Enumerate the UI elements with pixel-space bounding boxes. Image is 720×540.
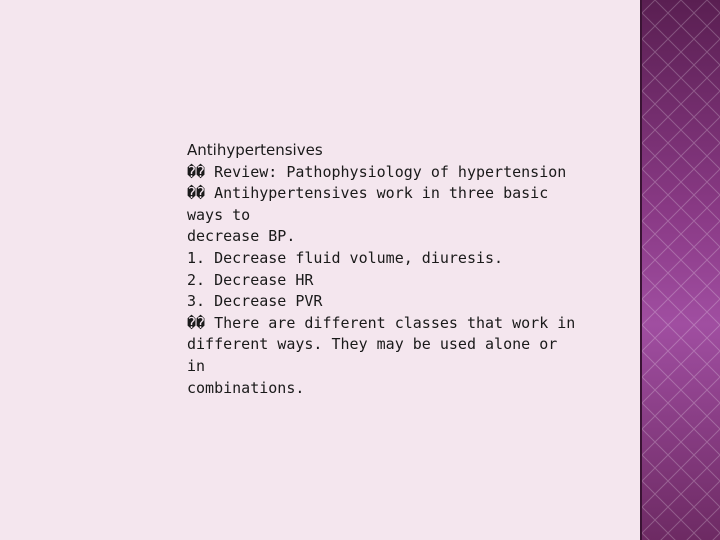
text-line: combinations. <box>187 378 305 397</box>
text-line: 1. Decrease fluid volume, diuresis. <box>187 248 504 267</box>
text-line: �� There are different classes that work in <box>187 313 576 332</box>
text-line: ways to <box>187 205 251 224</box>
text-line: �� Antihypertensives work in three basic <box>187 184 549 203</box>
diamond-pattern <box>642 0 720 540</box>
text-line: 3. Decrease PVR <box>187 292 323 311</box>
decor-band <box>642 0 720 540</box>
slide-text-block <box>187 140 576 399</box>
text-line: �� Review: Pathophysiology of hypertension <box>187 162 567 181</box>
text-line: different ways. They may be used alone or <box>187 335 558 354</box>
text-line: in <box>187 356 206 375</box>
text-line: decrease BP. <box>187 227 296 246</box>
text-line: 2. Decrease HR <box>187 270 314 289</box>
slide-title: Antihypertensives <box>187 141 323 159</box>
